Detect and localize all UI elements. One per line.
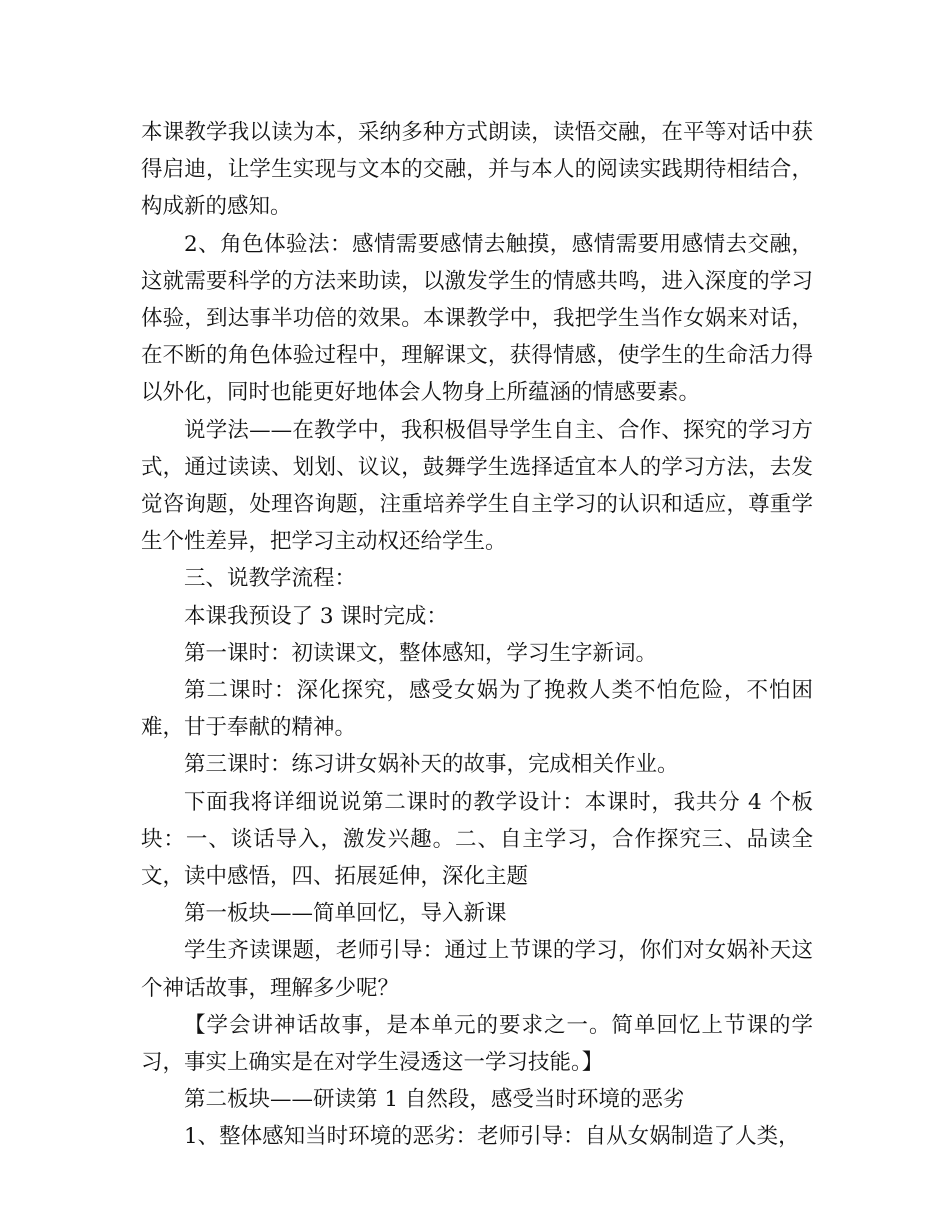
document-body (141, 114, 813, 1156)
paragraph-learning-method: 说学法——在教学中，我积极倡导学生自主、合作、探究的学习方式，通过读读、划划、议议，鼓舞学生选择适宜本人的学习方法，去发觉咨询题，处理咨询题，注重培养学生自主学习的认识和适应，尊重学生个性差异，把学习主动权还给学生。 (141, 417, 813, 555)
paragraph-third-lesson: 第三课时：练习讲女娲补天的故事，完成相关作业。 (184, 752, 679, 778)
paragraph-second-lesson: 第二课时：深化探究，感受女娲为了挽救人类不怕危险，不怕困难，甘于奉献的精神。 (141, 678, 813, 741)
paragraph-first-lesson: 第一课时：初读课文，整体感知，学习生字新词。 (184, 640, 658, 666)
heading-second-block: 第二板块——研读第 1 自然段，感受当时环境的恶劣 (184, 1087, 685, 1113)
paragraph-second-lesson-design: 下面我将详细说说第二课时的教学设计：本课时，我共分 4 个板块：一、谈话导入，激发兴趣。二、自主学习，合作探究三、品读全文，读中感悟，四、拓展延伸，深化主题 (141, 789, 813, 890)
paragraph-reading-method: 本课教学我以读为本，采纳多种方式朗读，读悟交融，在平等对话中获得启迪，让学生实现与文本的交融，并与本人的阅读实践期待相结合，构成新的感知。 (141, 120, 813, 220)
heading-first-block: 第一板块——简单回忆，导入新课 (184, 901, 507, 927)
paragraph-students-read-title: 学生齐读课题，老师引导：通过上节课的学习，你们对女娲补天这个神话故事，理解多少呢？ (141, 938, 813, 1001)
paragraph-lesson-plan: 本课我预设了 3 课时完成： (184, 603, 448, 629)
section-heading-teaching-process: 三、说教学流程： (184, 566, 357, 592)
paragraph-overall-perception: 1、整体感知当时环境的恶劣：老师引导：自从女娲制造了人类， (184, 1124, 800, 1150)
paragraph-bracket-note: 【学会讲神话故事，是本单元的要求之一。简单回忆上节课的学习，事实上确实是在对学生浸透这一学习技能。】 (141, 1012, 813, 1076)
paragraph-role-experience-method: 2、角色体验法：感情需要感情去触摸，感情需要用感情去交融，这就需要科学的方法来助读，以激发学生的情感共鸣，进入深度的学习体验，到达事半功倍的效果。本课教学中，我把学生当作女娲来对话，在不断的角色体验过程中，理解课文，获得情感，使学生的生命活力得以外化，同时也能更好地体会人物身上所蕴涵的情感要素。 (141, 231, 813, 406)
